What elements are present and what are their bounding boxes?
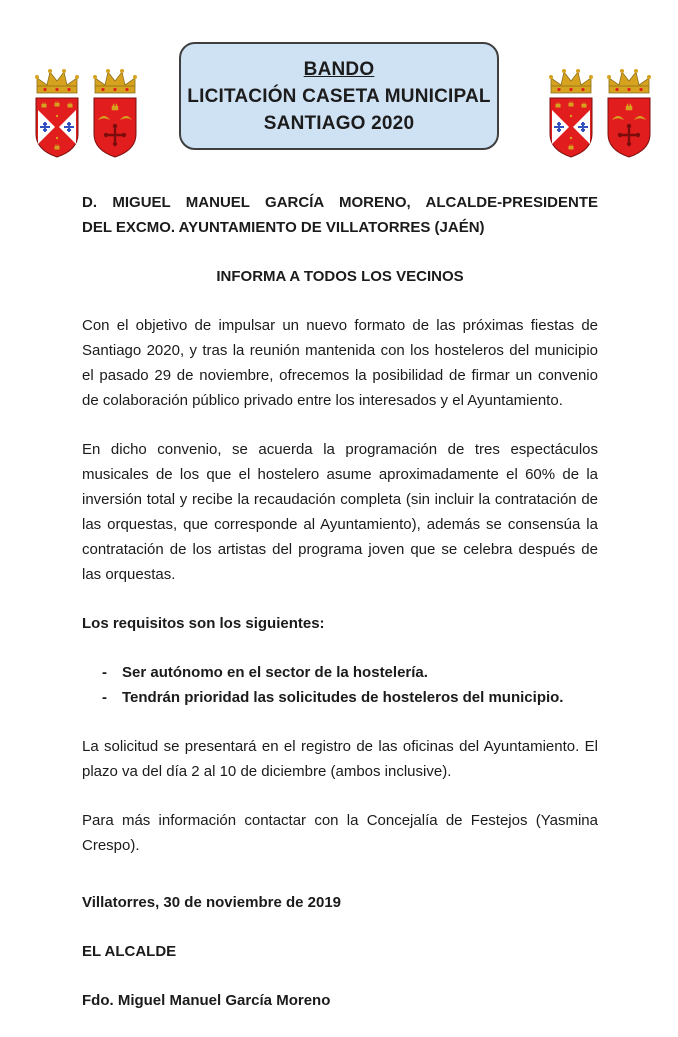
date-line: Villatorres, 30 de noviembre de 2019 [82, 894, 342, 911]
signer-title: EL ALCALDE [82, 943, 177, 960]
paragraph-contacto: Para más información contactar con la Concejalía de Festejos (Yasmina Crespo). [82, 812, 598, 854]
paragraph-convenio-detalle: En dicho convenio, se acuerda la programación de tres espectáculos musicales de los que el hostelero asume aproximadamente el 60% de la inversión total y recibe la recaudación completa (sin incluir la contratación de las orquestas, que corresponde al Ayuntamiento), además se consensúa la contratación de los artistas del programa joven que se celebra después de las orquestas. [82, 441, 598, 583]
requirement-text: Tendrán prioridad las solicitudes de hosteleros del municipio. [122, 689, 564, 706]
bullet-dash: - [102, 689, 107, 706]
requirement-text: Ser autónomo en el sector de la hostelería. [122, 664, 428, 681]
title-line-bando: BANDO [303, 58, 375, 80]
requirements-title: Los requisitos son los siguientes: [82, 615, 325, 632]
bullet-dash: - [102, 664, 107, 681]
coat-of-arms-left-icon [31, 64, 141, 163]
signature-block [82, 890, 598, 1013]
informa-heading: INFORMA A TODOS LOS VECINOS [216, 268, 464, 285]
salutation-heading [82, 190, 598, 240]
coat-of-arms-right-icon [545, 64, 655, 163]
document-body [82, 190, 598, 1037]
title-line-licitacion: LICITACIÓN CASETA MUNICIPAL [187, 85, 491, 107]
signature-line: Fdo. Miguel Manuel García Moreno [82, 992, 331, 1009]
title-box [179, 42, 499, 150]
list-item [82, 685, 598, 710]
salutation-line-1: D. MIGUEL MANUEL GARCÍA MORENO, ALCALDE-PRESIDENTE [82, 194, 598, 211]
paragraph-convenio-intro: Con el objetivo de impulsar un nuevo formato de las próximas fiestas de Santiago 2020, y tras la reunión mantenida con los hosteleros del municipio el pasado 29 de noviembre, ofrecemos la posibilidad de firmar un convenio de colaboración público privado entre los interesados y el Ayuntamiento. [82, 317, 598, 409]
requirements-section [82, 611, 598, 710]
title-line-santiago: SANTIAGO 2020 [263, 112, 415, 134]
salutation-line-2: DEL EXCMO. AYUNTAMIENTO DE VILLATORRES (JAÉN) [82, 219, 485, 236]
list-item [82, 660, 598, 685]
paragraph-solicitud: La solicitud se presentará en el registro de las oficinas del Ayuntamiento. El plazo va del día 2 al 10 de diciembre (ambos inclusive). [82, 738, 598, 780]
